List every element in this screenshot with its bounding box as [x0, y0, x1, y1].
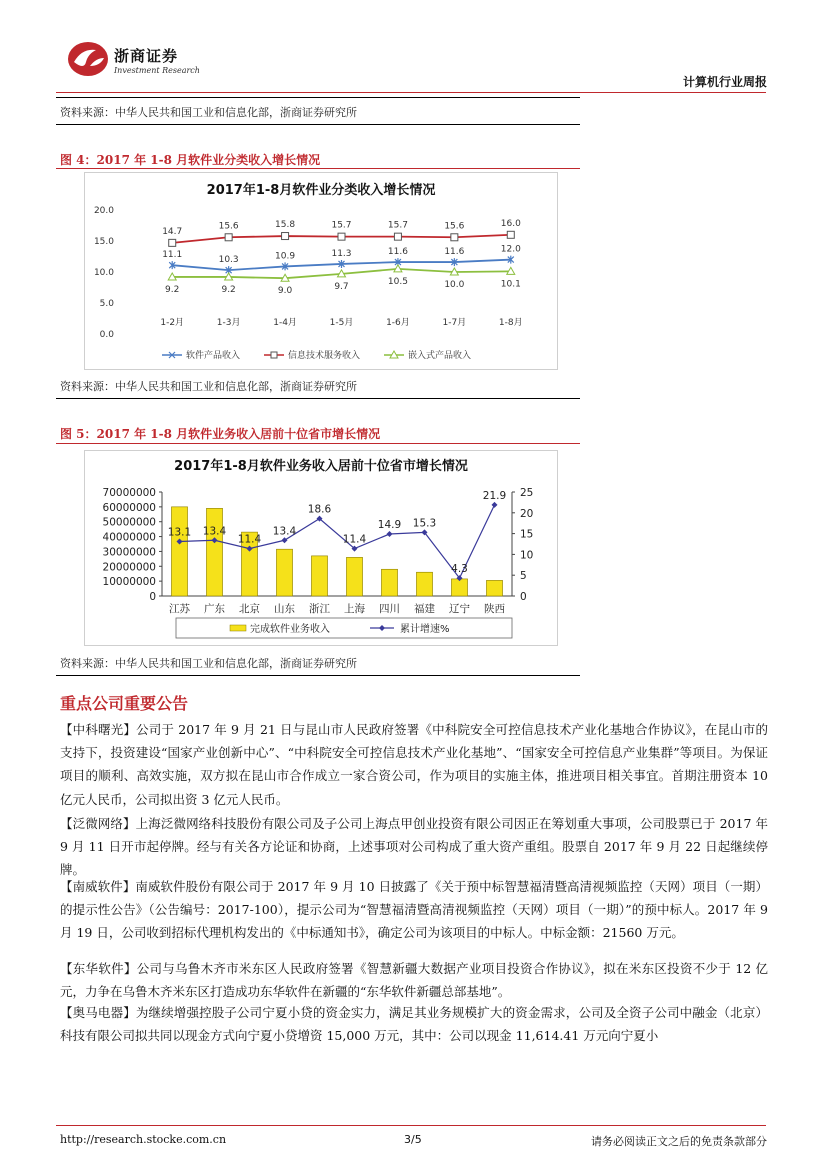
x-tick-label: 上海: [344, 603, 365, 615]
x-tick-label: 1-8月: [498, 318, 523, 328]
data-label: 15.7: [387, 220, 408, 231]
growth-label: 21.9: [482, 489, 507, 502]
data-point: [338, 233, 345, 240]
announcement-text: 上海泛微网络科技股份有限公司及子公司上海点甲创业投资有限公司因正在筹划重大事项，公司股票已于 2017 年 9 月 11 日开市起停牌。经与有关各方论证和协商，上述事项对公司构成了重大资产重组。股票自 2017 年 9 月 22 日起继续停牌。: [60, 816, 768, 878]
growth-label: 13.1: [167, 526, 192, 539]
x-tick-label: 1-3月: [216, 318, 241, 328]
brand-english: Investment Research: [114, 66, 200, 75]
announcement-para: [60, 718, 768, 811]
data-label: 11.1: [162, 250, 183, 261]
data-point: [169, 239, 176, 246]
source-rule-fig5: [56, 675, 580, 676]
doc-type: 计算机行业周报: [682, 75, 767, 89]
section-title: 重点公司重要公告: [60, 694, 189, 713]
announcement-text: 公司与乌鲁木齐市米东区人民政府签署《智慧新疆大数据产业项目投资合作协议》，拟在米东区投资不少于 12 亿元，力争在乌鲁木齐米东区打造成功东华软件在新疆的“东华软件新疆总部基地”。: [60, 961, 768, 1000]
y-tick-label-right: 15: [520, 528, 534, 541]
data-label: 11.6: [444, 247, 465, 258]
y-tick-label-left: 70000000: [102, 487, 156, 499]
source-note-fig4: 资料来源：中华人民共和国工业和信息化部，浙商证券研究所: [60, 380, 357, 393]
x-tick-label: 1-5月: [329, 318, 354, 328]
figure5-caption: 图 5：2017 年 1-8 月软件业务收入居前十位省市增长情况: [60, 427, 381, 441]
announcement-company: 【东华软件】: [60, 961, 137, 976]
x-tick-label: 北京: [239, 603, 260, 615]
y-tick-label-right: 25: [520, 487, 534, 499]
chart4-title: 2017年1-8月软件业分类收入增长情况: [206, 183, 436, 198]
header-rule: [56, 92, 766, 93]
data-label: 10.9: [275, 251, 296, 262]
y-tick-label-left: 10000000: [102, 576, 156, 589]
x-tick-label: 广东: [204, 603, 225, 615]
y-tick-label-left: 60000000: [102, 501, 156, 514]
y-tick-label: 5.0: [99, 299, 114, 309]
y-tick-label-left: 20000000: [102, 561, 156, 574]
figure5-rule: [56, 443, 580, 444]
data-label: 15.8: [275, 220, 296, 231]
chart5-title: 2017年1-8月软件业务收入居前十位省市增长情况: [174, 459, 468, 474]
growth-label: 14.9: [377, 519, 402, 532]
announcement-text: 南威软件股份有限公司于 2017 年 9 月 10 日披露了《关于预中标智慧福清暨高清视频监控（天网）项目（一期）的提示性公告》（公告编号：2017-100），提示公司为“智慧福清暨高清视频监控（天网）项目（一期）”的预中标人。2017 年 9 月 19 日，公司收到招标代理机构发出的《中标通知书》，确定公司为该项目的中标人。中标金额：21560 万元。: [60, 879, 768, 941]
footer-url[interactable]: http://research.stocke.com.cn: [60, 1133, 227, 1146]
footer-rule: [56, 1125, 766, 1126]
page-number: 3/5: [404, 1133, 422, 1146]
brand-name: 浙商证券: [114, 47, 179, 65]
source-rule-fig4: [56, 398, 580, 399]
data-label: 14.7: [162, 226, 183, 237]
y-tick-label-left: 40000000: [102, 531, 156, 544]
x-tick-label: 四川: [379, 603, 400, 615]
y-tick-label: 20.0: [93, 206, 114, 216]
announcement-para: [60, 1001, 768, 1047]
y-tick-label-right: 5: [520, 570, 527, 583]
legend-swatch: [230, 625, 246, 631]
announcement-para: [60, 957, 768, 1003]
x-tick-label: 1-4月: [273, 318, 297, 328]
source-note-top: 资料来源：中华人民共和国工业和信息化部，浙商证券研究所: [60, 106, 357, 119]
growth-label: 11.4: [237, 533, 262, 546]
data-point: [225, 234, 232, 241]
data-label: 15.7: [331, 220, 352, 231]
legend-label: 完成软件业务收入: [250, 624, 330, 635]
data-point: [394, 233, 401, 240]
data-label: 9.0: [277, 286, 293, 297]
x-tick-label: 山东: [274, 603, 295, 615]
legend-label: 嵌入式产品收入: [408, 351, 472, 361]
y-tick-label-right: 20: [520, 507, 534, 520]
data-label: 9.2: [165, 284, 180, 295]
legend-label: 软件产品收入: [186, 351, 241, 361]
data-label: 10.0: [444, 280, 465, 290]
announcement-text: 为继续增强控股子公司宁夏小贷的资金实力，满足其业务规模扩大的资金需求，公司及全资子公司中融金（北京）科技有限公司拟共同以现金方式向宁夏小贷增资 15,000 万元，其中：公司以现金 11,614.41 万元向宁夏小: [60, 1005, 768, 1044]
bar: [381, 569, 397, 596]
logo: [66, 40, 110, 78]
growth-label: 13.4: [202, 525, 227, 538]
data-label: 11.3: [331, 248, 352, 259]
x-tick-label: 辽宁: [449, 603, 470, 615]
legend-marker: [271, 352, 277, 358]
x-tick-label: 1-7月: [442, 318, 467, 328]
announcement-para: [60, 875, 768, 945]
source-rule-top: [56, 124, 580, 125]
bar: [416, 572, 432, 596]
data-label: 15.6: [444, 221, 465, 232]
data-label: 12.0: [500, 244, 521, 255]
data-point: [282, 233, 289, 240]
x-tick-label: 1-6月: [386, 318, 410, 328]
legend-box: [176, 618, 512, 638]
y-tick-label-left: 50000000: [102, 516, 156, 529]
x-tick-label: 1-2月: [160, 318, 185, 328]
logo-mark-icon: [66, 40, 110, 78]
y-tick-label-left: 30000000: [102, 546, 156, 559]
legend-label: 累计增速%: [400, 624, 450, 635]
announcement-company: 【泛微网络】: [60, 816, 136, 831]
bar: [171, 507, 187, 596]
data-label: 10.1: [500, 279, 521, 290]
bar: [486, 580, 502, 596]
announcement-text: 公司于 2017 年 9 月 21 日与昆山市人民政府签署《中科院安全可控信息技术产业化基地合作协议》，在昆山市的支持下，投资建设“国家产业创新中心”、“中科院安全可控信息技术产业化基地”、“国家安全可控信息产业集群”等项目。为保证项目的顺利、高效实施，双方拟在昆山市合作成立一家合资公司，作为项目的实施主体，推进项目相关事宜。首期注册资本 10 亿元人民币，公司拟出资 3 亿元人民币。: [60, 722, 768, 807]
figure4-rule: [56, 168, 580, 169]
source-note-fig5: 资料来源：中华人民共和国工业和信息化部，浙商证券研究所: [60, 657, 357, 670]
figure5-chart: [84, 450, 558, 646]
footer-disclaimer: 请务必阅读正文之后的免责条款部分: [591, 1135, 767, 1148]
growth-label: 4.3: [451, 563, 468, 576]
y-tick-label: 0.0: [99, 330, 114, 340]
data-label: 9.7: [334, 281, 349, 292]
x-tick-label: 浙江: [309, 603, 330, 615]
data-label: 16.0: [500, 218, 521, 229]
y-tick-label: 10.0: [93, 268, 114, 278]
growth-label: 13.4: [272, 525, 297, 538]
data-label: 10.3: [218, 255, 239, 266]
y-tick-label-right: 10: [520, 549, 534, 562]
x-tick-label: 福建: [414, 603, 435, 615]
data-point: [451, 234, 458, 241]
x-tick-label: 陕西: [484, 603, 505, 615]
y-tick-label-right: 0: [520, 591, 527, 603]
announcement-company: 【中科曙光】: [60, 722, 137, 737]
legend-label: 信息技术服务收入: [288, 351, 361, 361]
y-tick-label-left: 0: [149, 591, 156, 603]
growth-label: 15.3: [412, 517, 437, 530]
announcement-para: [60, 812, 768, 882]
figure4-chart: [84, 172, 558, 370]
data-point: [507, 231, 514, 238]
bar: [311, 556, 327, 596]
data-label: 10.5: [387, 276, 408, 287]
growth-label: 18.6: [307, 503, 332, 516]
y-tick-label: 15.0: [93, 237, 114, 247]
growth-label: 11.4: [342, 533, 367, 546]
data-label: 11.6: [387, 247, 408, 258]
bar: [451, 579, 467, 596]
bar: [346, 557, 362, 596]
announcement-company: 【南威软件】: [60, 879, 136, 894]
data-label: 15.6: [218, 221, 239, 232]
bar: [206, 508, 222, 596]
table-bottom-rule: [56, 97, 580, 98]
announcement-company: 【奥马电器】: [60, 1005, 136, 1020]
x-tick-label: 江苏: [169, 603, 190, 615]
data-label: 9.2: [221, 284, 236, 295]
figure4-caption: 图 4：2017 年 1-8 月软件业分类收入增长情况: [60, 153, 321, 167]
bar: [276, 549, 292, 596]
